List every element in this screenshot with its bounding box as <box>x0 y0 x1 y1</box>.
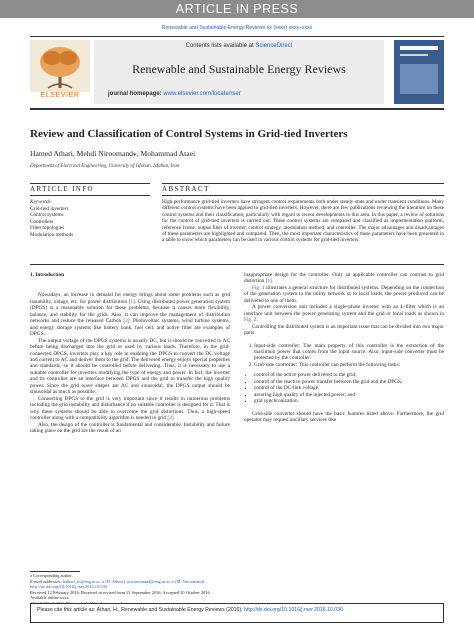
bullet-item: • grid synchronization. <box>254 398 444 404</box>
abstract-bottom-rule <box>30 264 444 265</box>
citation-doi-link[interactable]: http://dx.doi.org/10.1016/j.rser.2016.10.030 <box>244 607 343 613</box>
header-bottom-rule <box>30 108 444 110</box>
controller-list <box>244 343 444 369</box>
citation-box <box>30 603 444 623</box>
article-info-heading: ARTICLE INFO <box>30 185 95 193</box>
keyword-item: Grid-tied inverters <box>30 206 69 212</box>
journal-citation-line[interactable]: Renewable and Sustainable Energy Reviews xx (xxxx) xxxx–xxxx <box>161 25 313 31</box>
task-bullet-list <box>244 372 444 404</box>
intro-paragraph: The output voltage of the DPGS systems is usually DC, but it should be converted to AC before being discharged into the grid or used by various loads. Therefore, in the grid-connected DPGS, inverters play a key role in enabling the DPGS to convert the DC voltage and current to AC and deliver them to the grid. The delivered energy enjoys special properties and standards, so it should be controlled before delivering. Thus, it is necessary to use a suitable controller for inverters modifying the type of energy and power. In fact, the inverter and its controller are an interface between DPGS and the grid to transfer the high quality power. Since the grid wave shapes are AC and sinusoidal, the DPGS output should be sinusoidal as much as possible. <box>30 337 230 396</box>
author-affiliation: Department of Electrical Engineering, University of Isfahan, Isfahan, Iran <box>30 164 180 169</box>
footnotes <box>30 573 230 607</box>
left-column <box>30 272 230 434</box>
keywords-list <box>30 206 150 238</box>
bullet-item: • control of the reactive power transfer between the grid and the DPGS; <box>254 379 444 385</box>
body-paragraph: Fig. 1 illustrates a general structure for distributed systems. Depending on the connection of the generation system to the utility network or to local loads, the power produced can be delivered to one of them. <box>244 284 444 304</box>
list-item: 1. Input-side controller: The main property of this controller is the extraction of the maximum power that comes from the input source. Also, input-side converter must be protected by the controller. <box>254 343 444 362</box>
keyword-item: Controllers <box>30 218 54 225</box>
journal-homepage-line <box>108 91 241 97</box>
article-info-sub-rule <box>30 195 150 196</box>
bullet-item: • control of the DC-link voltage; <box>254 385 444 391</box>
header-top-rule <box>30 36 444 37</box>
body-paragraph: Grid-side converter should have the basic features listed above. Furthermore, the grid operator may request ancillary services like <box>244 410 444 424</box>
figure-link[interactable]: Fig. 2 <box>244 317 257 324</box>
abstract-heading: ABSTRACT <box>162 185 210 193</box>
citation-prefix: Please cite this article as: Athari, H., Renewable and Sustainable Energy Reviews (2016), <box>37 607 245 613</box>
figure-link[interactable]: Fig. 1 <box>252 284 265 291</box>
body-paragraph: A power conversion unit includes a single-phase inverter with an L-filter which is an interface unit between the power generating system and the grid or local loads as shown in Fig. 2. <box>244 304 444 324</box>
article-authors: Hamed Athari, Mehdi Niroomand⁎, Mohammad Ataei <box>30 149 196 158</box>
intro-paragraph: Connecting DPGS to the grid is very important since it results in numerous problems including the grid instability and disturbance if no suitable controller is designed for it. That is why these systems should be able to overcome the grid distortions. Thus, a high-speed controller along with a compatibility algorithm is needed in grid [3]. <box>30 395 230 422</box>
abstract-top-rule <box>162 183 444 184</box>
corresponding-author-note: ⁎ Corresponding author. <box>30 573 73 578</box>
homepage-label: journal homepage: <box>108 91 164 97</box>
journal-cover-image <box>394 40 444 104</box>
received-dates: Received 12 February 2016; Received in revised form 21 September 2016; Accepted 20 October 2016 <box>30 589 210 595</box>
keyword-item: Control systems <box>30 212 64 219</box>
body-paragraph: Controlling the distributed system is an important issue that can be divided into two major parts. <box>244 323 444 337</box>
email-note: E-mail addresses: hathari_m@eng.ui.ac.ir (H. Athari), m.niroomand@eng.ui.ac.ir (M. Niroomand). <box>30 578 206 584</box>
journal-title: Renewable and Sustainable Energy Reviews <box>132 62 346 76</box>
bullet-item: • assuring high quality of the injected power; and <box>254 392 444 398</box>
intro-paragraph: Nowadays, an increase in demand for energy brings about some problems such as grid instability, outage, etc. for power distribution [1]. Using distributed power generation system (DPGS) is a reasonable solution for these problems, because it causes more flexibility, balance, and stability for the grids. Also, it can improve the management of distribution networks and reduce the released Carbon [2]. Photovoltaic systems, wind turbine systems, and energy storage systems like battery bank, fuel cell, and active filter are examples of DPGS. <box>30 292 230 338</box>
article-info-top-rule <box>30 183 150 184</box>
introduction-heading: 1. Introduction <box>30 272 65 278</box>
homepage-url-link[interactable]: www.elsevier.com/locate/rser <box>163 91 241 97</box>
keywords-label: Keywords: <box>30 199 53 205</box>
body-paragraph: inappropriate design for the controller. Only an applicable controller can contrast to grid distortion [1]. <box>244 272 444 285</box>
article-title: Review and Classification of Control Systems in Grid-tied Inverters <box>30 128 348 140</box>
article-in-press-banner: ARTICLE IN PRESS <box>0 0 474 18</box>
contents-line <box>94 43 384 49</box>
intro-paragraph: Also, the design of the controller is fundamental and considerable. Instability and failure taking place on the grid are the result of an <box>30 421 230 434</box>
sciencedirect-link[interactable]: ScienceDirect <box>255 43 293 49</box>
footnote-rule <box>30 571 80 572</box>
doi-link[interactable]: http://dx.doi.org/10.1016/j.rser.2016.10.030 <box>30 584 107 590</box>
list-item: 2. Grid-side controller: This controller can perform the following tasks: <box>254 362 444 368</box>
reference-link[interactable]: [3] <box>167 415 174 422</box>
reference-link[interactable]: [1] <box>128 298 135 305</box>
keyword-item: Filter topologies <box>30 225 65 232</box>
reference-link[interactable]: [1] <box>265 278 272 285</box>
right-column <box>244 272 444 424</box>
reference-link[interactable]: [2] <box>123 318 130 325</box>
email-links[interactable]: hathari_m@eng.ui.ac.ir (H. Athari), m.niroomand@eng.ui.ac.ir (M. Niroomand). <box>62 578 206 584</box>
bullet-item: • control of the active power delivered to the grid; <box>254 372 444 378</box>
available-online: Available online xxxx <box>30 595 69 601</box>
keyword-item: Modulation methods <box>30 231 74 238</box>
contents-prefix: Contents lists available at <box>185 43 256 49</box>
abstract-sub-rule <box>162 195 444 196</box>
abstract-text: High performance grid-tied inverters have stringent control requirements both under steady-state and under transient conditions. Many different control systems have been applied to grid-tied inverters. However, there are few publications reviewing the literature on these control systems and their classification, particularly with regard to recent developments in this area. In this paper, a review of solutions for the control of grid-tied inverters is carried out. These control systems are compared and classified as implementation platform, reference frame, output filter of inverter, control strategy, modulation method, and controller. The major advantages and disadvantages of these parameters are highlighted and compared. Then, the most important characteristics of these parameters have been presented in a table to show which parameters can be used in various control systems for grid-tied inverters. <box>162 199 444 244</box>
publisher-name: ELSEVIER <box>40 92 80 99</box>
